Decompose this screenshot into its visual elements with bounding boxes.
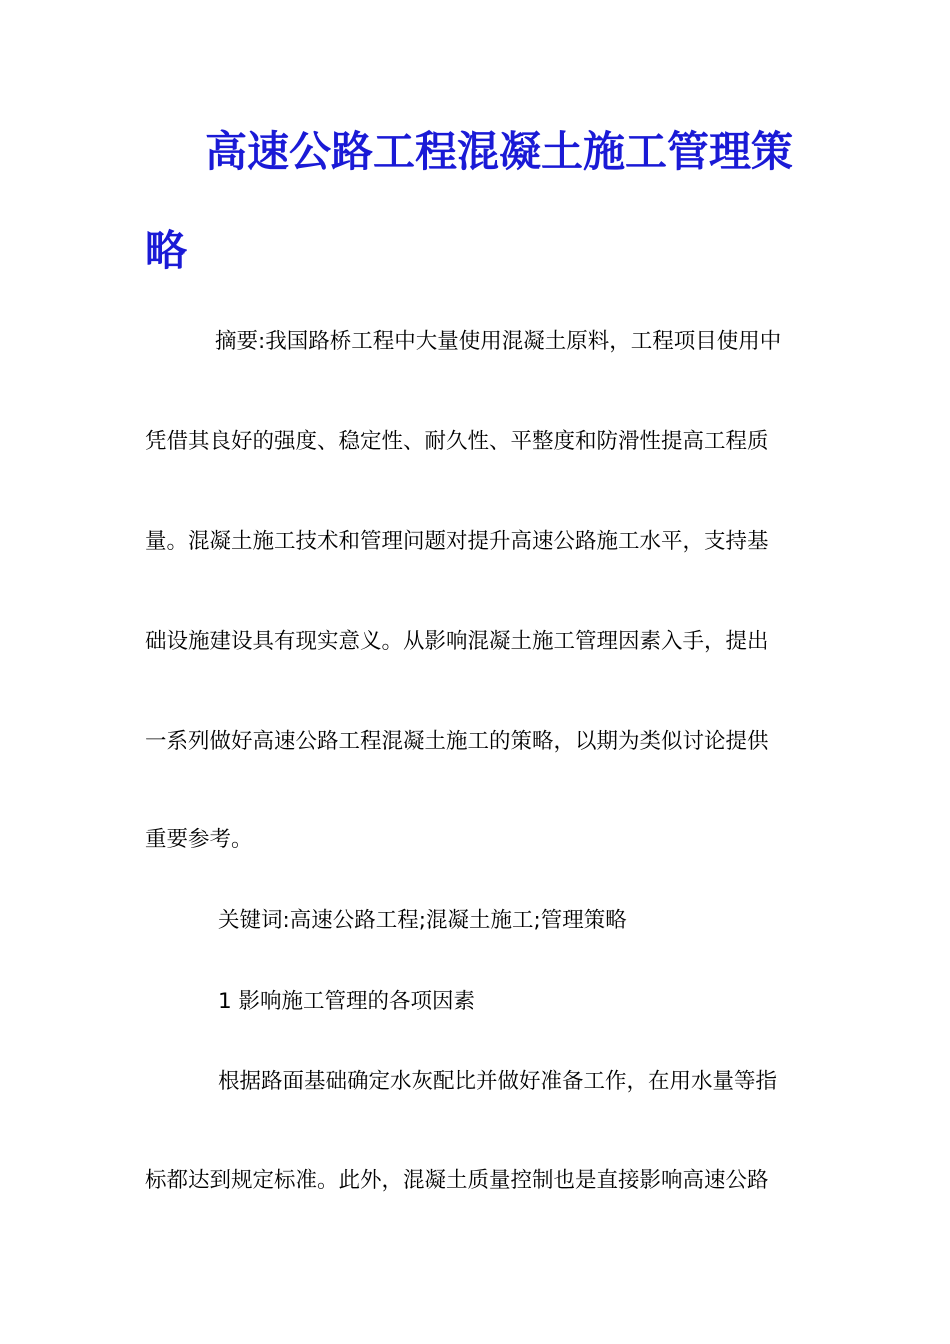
section1-line-2: 标都达到规定标准。此外，混凝土质量控制也是直接影响高速公路 (145, 1168, 769, 1193)
document-title-line2: 略 (145, 226, 188, 275)
abstract-line-3: 量。混凝土施工技术和管理问题对提升高速公路施工水平，支持基 (145, 529, 769, 554)
section1-heading: 1 影响施工管理的各项因素 (218, 989, 476, 1014)
abstract-line-6: 重要参考。 (145, 827, 253, 852)
abstract-line-5: 一系列做好高速公路工程混凝土施工的策略，以期为类似讨论提供 (145, 729, 769, 754)
abstract-line-1: 摘要:我国路桥工程中大量使用混凝土原料，工程项目使用中 (215, 329, 782, 354)
keywords-line: 关键词:高速公路工程;混凝土施工;管理策略 (218, 908, 627, 933)
document-title-line1: 高速公路工程混凝土施工管理策 (205, 127, 794, 176)
section1-line-1: 根据路面基础确定水灰配比并做好准备工作，在用水量等指 (218, 1069, 778, 1094)
abstract-line-4: 础设施建设具有现实意义。从影响混凝土施工管理因素入手，提出 (145, 629, 769, 654)
abstract-line-2: 凭借其良好的强度、稳定性、耐久性、平整度和防滑性提高工程质 (145, 429, 769, 454)
